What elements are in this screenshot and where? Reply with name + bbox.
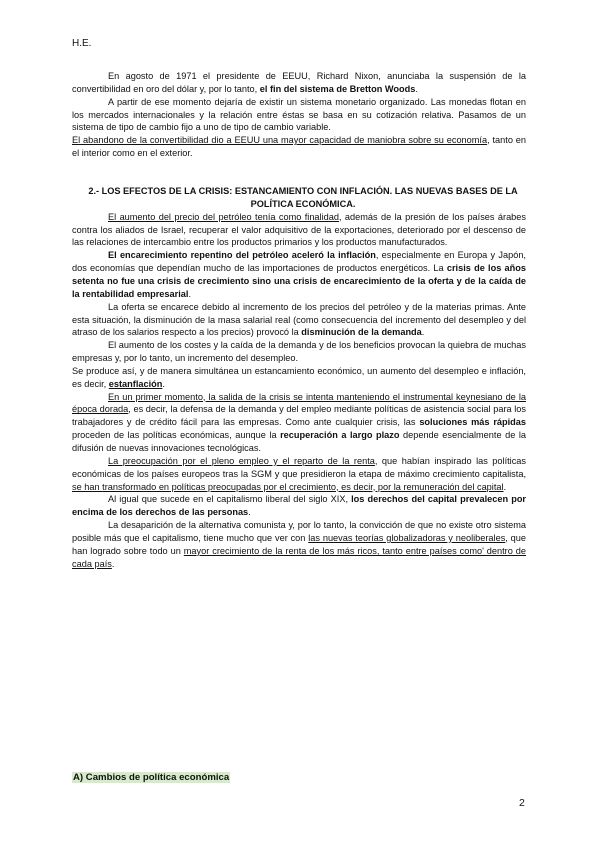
bold-crisis-70s: crisis de los años setenta no fue una crisis de crecimiento sino una crisis de encarecimiento de la oferta y de la caída de la rentabilidad empresarial <box>72 263 527 299</box>
paragraph-supply: La oferta se encarece debido al incremento de los precios del petróleo y de la materias primas. Ante esta situación, la disminución de la masa salarial real (como consecuencia del incremento del desempleo y del atraso de los salarios respecto a los precios) provocó la disminución de la demanda. <box>72 301 526 338</box>
spacer <box>72 173 526 186</box>
paragraph-inflation: El encarecimiento repentino del petróleo aceleró la inflación, especialmente en Europa y Japón, dos economías que dependían mucho de las importaciones de productos energéticos. La crisis de los años setenta no fue una crisis de crecimiento sino una crisis de encarecimiento de la oferta y de la caída de la rentabilidad empresarial. <box>72 250 527 299</box>
paragraph-convertibility: El abandono de la convertibilidad dio a EEUU una mayor capacidad de maniobra sobre su economía, tanto en el interior como en el exterior. <box>72 135 526 159</box>
paragraph-bretton-woods: En agosto de 1971 el presidente de EEUU, Richard Nixon, anunciaba la suspensión de la convertibilidad en oro del dólar y, por lo tanto, el fin del sistema de Bretton Woods. <box>72 71 526 94</box>
paragraph-monetary-system: A partir de ese momento dejaría de existir un sistema monetario organizado. Las monedas flotan en los mercados internacionales y la relación entre éstas se basa en su cotización relativa. Pasamos de un sistema de tipo de cambio fijo a uno de tipo de cambio variable. <box>72 96 526 133</box>
paragraph-costs: El aumento de los costes y la caída de la demanda y de los beneficios provocan la quiebra de muchas empresas y, por lo tanto, un incremento del desempleo. <box>72 340 526 364</box>
section-heading-2: 2.- LOS EFECTOS DE LA CRISIS: ESTANCAMIENTO CON INFLACIÓN. LAS NUEVAS BASES DE LA POLÍTICA ECONÓMICA. <box>88 186 518 209</box>
paragraph-neoliberal: La desaparición de la alternativa comunista y, por lo tanto, la convicción de que no existe otro sistema posible más que el capitalismo, tiene mucho que ver con las nuevas teorías globalizadoras y neoliberales, que han logrado sobre todo un mayor crecimiento de la renta de los más ricos, tanto entre países como' dentro de cada país. <box>72 520 527 569</box>
bold-inflation: El encarecimiento repentino del petróleo aceleró la inflación <box>108 250 376 261</box>
underlined-oil-price: El aumento del precio del petróleo tenía como finalidad <box>108 211 339 222</box>
underlined-full-employment: La preocupación por el pleno empleo y el reparto de la renta <box>108 455 375 466</box>
bold-stagflation: estanflación <box>108 378 163 389</box>
subsection-heading-a <box>72 772 230 783</box>
bold-fast-solutions: soluciones más rápidas <box>419 417 527 428</box>
paragraph-stagflation: Se produce así, y de manera simultánea un estancamiento económico, un aumento del desempleo e inflación, es decir, estanflación. <box>72 365 526 389</box>
underlined-convertibility: El abandono de la convertibilidad dio a EEUU una mayor capacidad de maniobra sobre su economía <box>72 135 488 146</box>
spacer <box>72 160 526 173</box>
author-initials: H.E. <box>72 38 92 49</box>
paragraph-oil-price: El aumento del precio del petróleo tenía como finalidad, además de la presión de los países árabes contra los aliados de Israel, recuperar el valor adquisitivo de la exportaciones, deteriorado por el descenso de las relaciones de intercambio entre los productos primarios y los productos manufacturados. <box>72 211 526 248</box>
underlined-income-growth: mayor crecimiento de la renta de los más ricos, tanto entre países como' dentro de cada país <box>72 545 526 569</box>
document-body <box>72 70 526 570</box>
bold-capital-rights: los derechos del capital prevalecen por encima de los derechos de las personas <box>72 494 527 518</box>
underlined-keynesian: En un primer momento, la salida de la crisis se intenta manteniendo el instrumental keynesiano de la época dorada <box>72 391 526 415</box>
paragraph-keynesian: En un primer momento, la salida de la crisis se intenta manteniendo el instrumental keynesiano de la época dorada, es decir, la defensa de la demanda y del empleo mediante políticas de asistencia social para los trabajadores y de crédito fácil para las empresas. Como ante cualquier crisis, las soluciones más rápidas proceden de las políticas económicas, aunque la recuperación a largo plazo depende esencialmente de la difusión de nuevas innovaciones tecnológicas. <box>72 391 527 453</box>
bold-long-term: recuperación a largo plazo <box>280 430 400 441</box>
underlined-neoliberal-theories: las nuevas teorías globalizadoras y neoliberales <box>308 532 506 543</box>
bold-demand-drop: disminución de la demanda <box>301 327 422 338</box>
underlined-growth-policies: se han transformado en políticas preocupadas por el crecimiento, es decir, por la remuneración del capital <box>72 481 504 492</box>
page-number: 2 <box>519 797 525 809</box>
paragraph-liberal-capitalism: Al igual que sucede en el capitalismo liberal del siglo XIX, los derechos del capital prevalecen por encima de los derechos de las personas. <box>72 494 527 518</box>
paragraph-full-employment: La preocupación por el pleno empleo y el reparto de la renta, que habían inspirado las políticas económicas de los países europeos tras la SGM y que presidieron la etapa de máximo crecimiento capitalista, se han transformado en políticas preocupadas por el crecimiento, es decir, por la remuneración del capital. <box>72 455 527 492</box>
bold-bretton-woods: el fin del sistema de Bretton Woods <box>259 83 416 94</box>
subsection-title: A) Cambios de política económica <box>73 772 230 783</box>
